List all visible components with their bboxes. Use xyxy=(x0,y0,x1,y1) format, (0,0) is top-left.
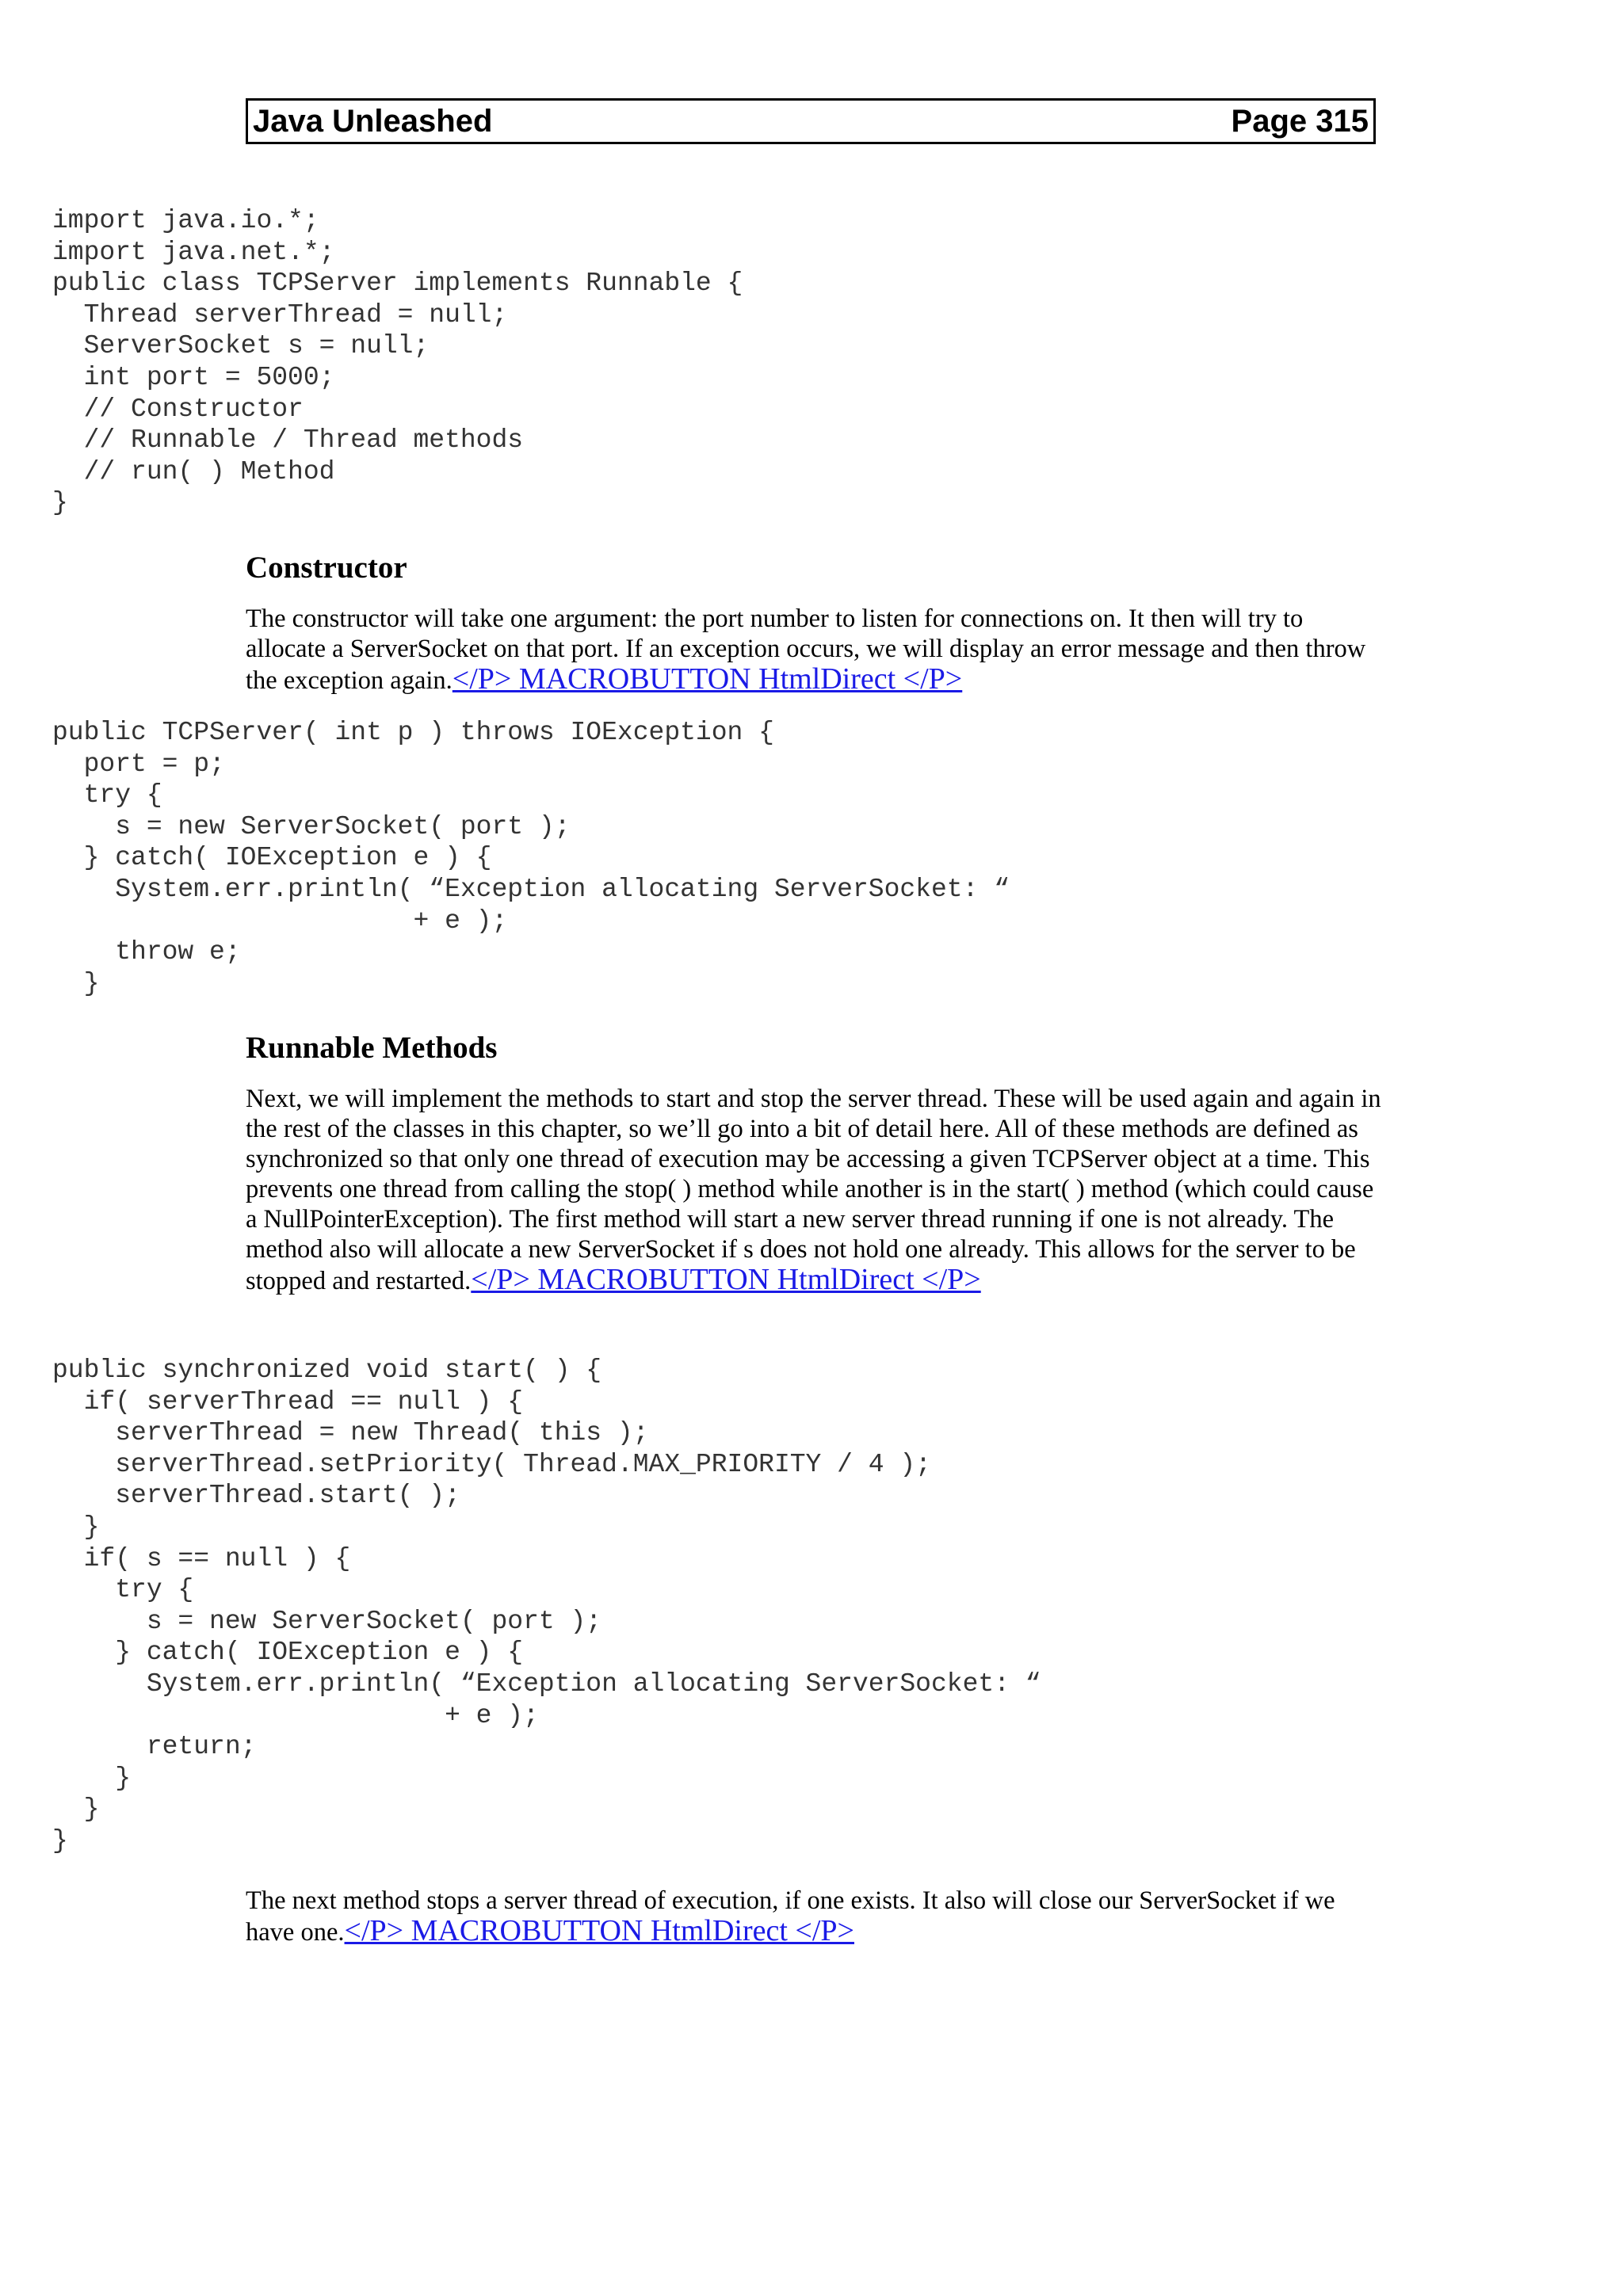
code-block-constructor: public TCPServer( int p ) throws IOException { port = p; try { s = new ServerSocket( port ); } catch( IOException e ) { System.err.println( “Exception allocating ServerSocket: “ + e ); throw e; } xyxy=(52,718,1010,998)
paragraph-constructor xyxy=(246,604,1387,696)
paragraph-text: Next, we will implement the methods to start and stop the server thread. These will be used again and again in the rest of the classes in this chapter, so we’ll go into a bit of detail here. All of these methods are defined as synchronized so that only one thread of execution may be accessing a given TCPServer object at a time. This prevents one thread from calling the stop( ) method while another is in the start( ) method (which could cause a NullPointerException). The first method will start a new server thread running if one is not already. The method also will allocate a new ServerSocket if s does not hold one already. This allows for the server to be stopped and restarted. xyxy=(246,1085,1381,1295)
macrobutton-link[interactable]: </P> MACROBUTTON HtmlDirect </P> xyxy=(452,662,963,696)
code-block-class-skeleton: import java.io.*; import java.net.*; public class TCPServer implements Runnable { Thread serverThread = null; ServerSocket s = null; int port = 5000; // Constructor // Runnable / Thread methods // run( ) Method } xyxy=(52,206,743,518)
paragraph-text: The next method stops a server thread of execution, if one exists. It also will close our ServerSocket if we have one. xyxy=(246,1886,1335,1947)
paragraph-stop-method xyxy=(246,1886,1387,1947)
code-block-start-method: public synchronized void start( ) { if( serverThread == null ) { serverThread = new Thread( this ); serverThread.setPriority( Thread.MAX_PRIORITY / 4 ); serverThread.start( ); } if( s == null ) { try { s = new ServerSocket( port ); } catch( IOException e ) { System.err.println( “Exception allocating ServerSocket: “ + e ); return; } } } xyxy=(52,1356,1041,1855)
macrobutton-link[interactable]: </P> MACROBUTTON HtmlDirect </P> xyxy=(471,1263,981,1296)
macrobutton-link[interactable]: </P> MACROBUTTON HtmlDirect </P> xyxy=(344,1914,854,1947)
paragraph-runnable-methods xyxy=(246,1084,1387,1296)
paragraph-text: The constructor will take one argument: the port number to listen for connections on. It then will try to allocate a ServerSocket on that port. If an exception occurs, we will display an error message and then throw the exception again. xyxy=(246,605,1366,695)
section-heading-constructor: Constructor xyxy=(246,551,407,585)
page-header xyxy=(246,98,1376,144)
book-title: Java Unleashed xyxy=(253,103,493,139)
section-heading-runnable-methods: Runnable Methods xyxy=(246,1031,498,1065)
page-number: Page 315 xyxy=(1231,103,1369,139)
